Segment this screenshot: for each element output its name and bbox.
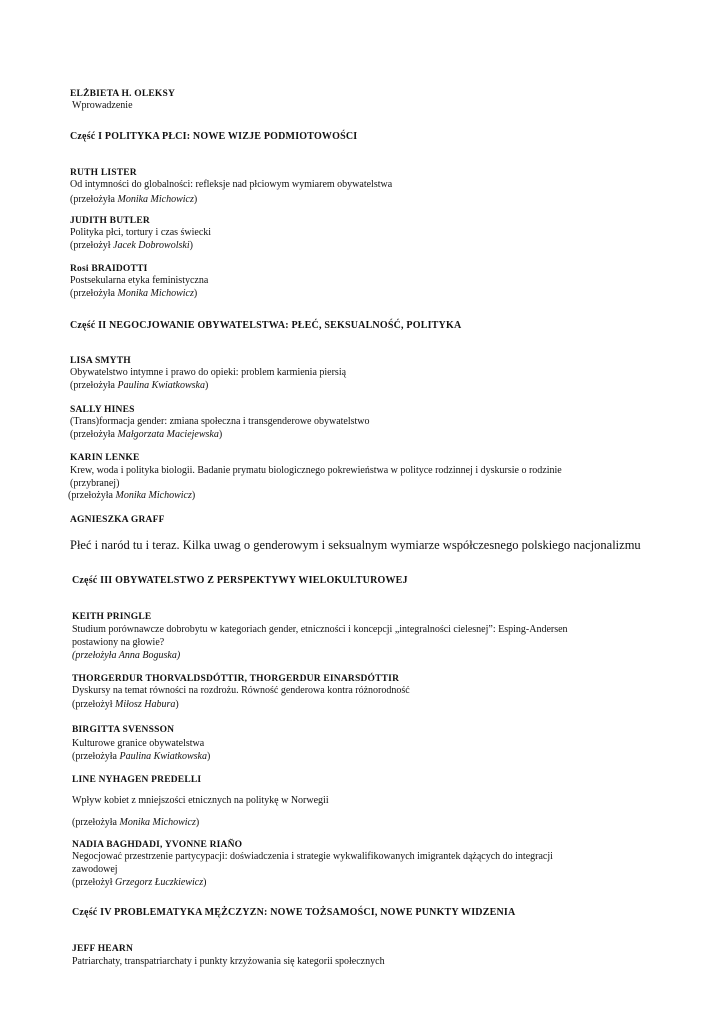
translator-smyth: (przełożyła Paulina Kwiatkowska) [70, 380, 209, 391]
translator-baghdadi-riano: (przełożył Grzegorz Łuczkiewicz) [72, 877, 207, 888]
translator-thorvaldsdottir: (przełożył Miłosz Habura) [72, 699, 179, 710]
title-hines: (Trans)formacja gender: zmiana społeczna i transgenderowe obywatelstwo [70, 416, 370, 427]
part-2-heading: Część II NEGOCJOWANIE OBYWATELSTWA: PŁEĆ, SEKSUALNOŚĆ, POLITYKA [70, 320, 462, 331]
title-smyth: Obywatelstwo intymne i prawo do opieki: problem karmienia piersią [70, 367, 347, 378]
title-butler: Polityka płci, tortury i czas świecki [70, 227, 212, 238]
title-hearn: Patriarchaty, transpatriarchaty i punkty krzyżowania się kategorii społecznych [72, 956, 385, 967]
author-hines: SALLY HINES [70, 405, 135, 415]
title-pringle-cont: postawiony na głowie? [72, 637, 165, 648]
author-smyth: LISA SMYTH [70, 356, 131, 366]
title-pringle: Studium porównawcze dobrobytu w kategoriach gender, etniczności i koncepcji „integralności cielesnej”: Esping-Andersen [72, 624, 568, 635]
title-baghdadi-riano: Negocjować przestrzenie partycypacji: doświadczenia i strategie wykwalifikowanych imigrantek dążących do integracji [72, 851, 553, 862]
title-lenke-cont: (przybranej) [70, 478, 120, 489]
translator-butler: (przełożył Jacek Dobrowolski) [70, 240, 193, 251]
title-baghdadi-riano-cont: zawodowej [72, 864, 118, 875]
translator-predelli: (przełożyła Monika Michowicz) [72, 817, 200, 828]
title-lenke: Krew, woda i polityka biologii. Badanie prymatu biologicznego pokrewieństwa w polityce rodzinnej i dyskursie o rodzinie [70, 465, 562, 476]
title-lister: Od intymności do globalności: refleksje nad płciowym wymiarem obywatelstwa [70, 179, 393, 190]
translator-lister: (przełożyła Monika Michowicz) [70, 194, 198, 205]
translator-braidotti: (przełożyła Monika Michowicz) [70, 288, 198, 299]
author-oleksy: ELŻBIETA H. OLEKSY [70, 89, 176, 99]
author-baghdadi-riano: NADIA BAGHDADI, YVONNE RIAÑO [72, 840, 243, 850]
author-thorvaldsdottir: THORGERDUR THORVALDSDÓTTIR, THORGERDUR EINARSDÓTTIR [72, 674, 400, 684]
title-graff: Płeć i naród tu i teraz. Kilka uwag o genderowym i seksualnym wymiarze współczesnego polskiego nacjonalizmu [70, 538, 641, 552]
part-4-heading: Część IV PROBLEMATYKA MĘŻCZYZN: NOWE TOŻSAMOŚCI, NOWE PUNKTY WIDZENIA [72, 907, 516, 918]
author-lenke: KARIN LENKE [70, 453, 140, 463]
title-wprowadzenie: Wprowadzenie [72, 100, 133, 111]
translator-hines: (przełożyła Małgorzata Maciejewska) [70, 429, 223, 440]
title-braidotti: Postsekularna etyka feministyczna [70, 275, 209, 286]
part-3-heading: Część III OBYWATELSTWO Z PERSPEKTYWY WIELOKULTUROWEJ [72, 575, 408, 586]
author-lister: RUTH LISTER [70, 168, 137, 178]
title-thorvaldsdottir: Dyskursy na temat równości na rozdrożu. Równość genderowa kontra różnorodność [72, 685, 410, 696]
title-predelli: Wpływ kobiet z mniejszości etnicznych na politykę w Norwegii [72, 795, 329, 806]
part-1-heading: Część I POLITYKA PŁCI: NOWE WIZJE PODMIOTOWOŚCI [70, 131, 358, 142]
translator-lenke: (przełożyła Monika Michowicz) [68, 490, 196, 501]
author-graff: AGNIESZKA GRAFF [70, 515, 165, 525]
author-pringle: KEITH PRINGLE [72, 612, 152, 622]
title-svensson: Kulturowe granice obywatelstwa [72, 738, 205, 749]
author-hearn: JEFF HEARN [72, 944, 134, 954]
translator-pringle: (przełożyła Anna Boguska) [72, 650, 181, 661]
author-braidotti: Rosi BRAIDOTTI [70, 264, 148, 274]
author-svensson: BIRGITTA SVENSSON [72, 725, 175, 735]
author-butler: JUDITH BUTLER [70, 216, 150, 226]
translator-svensson: (przełożyła Paulina Kwiatkowska) [72, 751, 211, 762]
author-predelli: LINE NYHAGEN PREDELLI [72, 775, 202, 785]
